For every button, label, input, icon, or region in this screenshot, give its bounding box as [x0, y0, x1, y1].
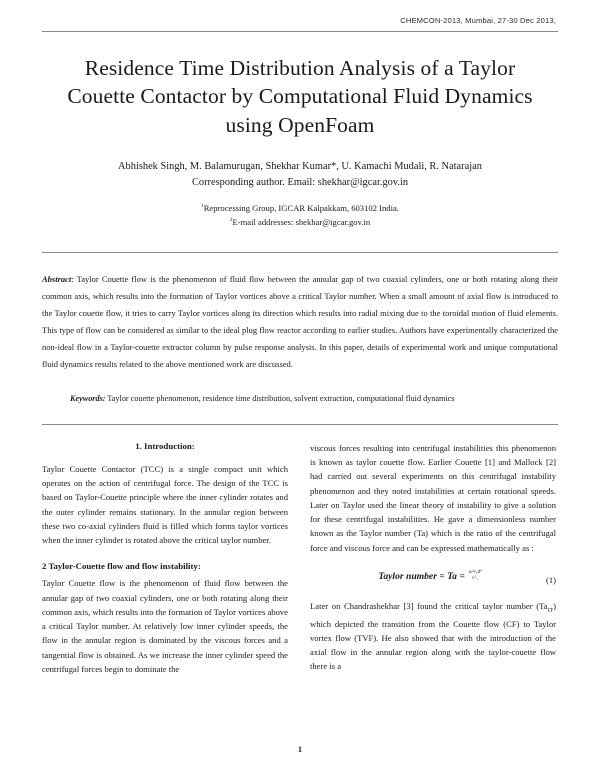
corresponding-author: Corresponding author. Email: shekhar@igcar.gov.in [191, 176, 409, 188]
affiliation-marker-2: 2 [229, 217, 233, 224]
two-column-body [42, 441, 558, 678]
author-block [42, 159, 558, 190]
section-heading-taylor-couette-flow: 2 Taylor-Couette flow and flow instability: [42, 561, 201, 572]
page-number: 1 [297, 745, 303, 754]
abstract-divider [42, 252, 558, 253]
right-column-paragraph-1: viscous forces resulting into centrifugal instabilities this phenomenon is known as taylor couette flow. Earlier Couette [1] and Mallock [2] had carried out several experiments on this centrifugal instability phenomenon and they noted instabilities at certain rotational speeds. Later on Taylor used the linear theory of instability to give a solution for these centrifugal instabilities. He gave a dimensionless number known as the Taylor number (Ta) which is the ratio of the centrifugal force and viscous force and can be expressed mathematically as : [310, 442, 556, 553]
taylor-couette-flow-paragraph: Taylor Couette flow is the phenomenon of fluid flow between the annular gap of two coaxial cylinders, one or both rotating along their common axis, which results into the formation of Taylor vortices above a critical Taylor number. At relatively low inner cylinder speeds, the flow in the annular region is dominated by the viscous forces and a tangential flow is obtained. As we increase the inner cylinder speed the centrifugal forces begin to dominate the [42, 578, 288, 674]
paragraph-2-part-2: ) which depicted the transition from the Couette flow (CF) to Taylor vortex flow (TVF). He also showed that with the introduction of the axial flow in the annular region along with the taylor-couette flow there is a [310, 600, 556, 672]
equation-expression [310, 568, 546, 583]
equation-1 [310, 568, 556, 585]
affiliation-block [42, 202, 558, 230]
keywords-label: Keywords: [70, 394, 106, 404]
section-heading-introduction: 1. Introduction: [135, 440, 195, 451]
author-names: Abhishek Singh, M. Balamurugan, Shekhar Kumar*, U. Kamachi Mudali, R. Natarajan [118, 161, 482, 173]
running-head: CHEMCON-2013, Mumbai, 27-30 Dec 2013, [400, 16, 556, 25]
equation-number: (1) [545, 574, 556, 585]
equation-lhs: Taylor number = Ta = [378, 570, 465, 582]
affiliation-text-1: Reprocessing Group, IGCAR Kalpakkam, 603102 India. [203, 203, 399, 214]
affiliation-line-2 [42, 216, 558, 230]
page-title: Residence Time Distribution Analysis of a Taylor Couette Contactor by Computational Fluid Dynamics using OpenFoam [67, 56, 533, 137]
affiliation-marker-1: 1 [201, 203, 204, 210]
header-divider [42, 31, 558, 32]
equation-numerator: ω²rₑd³ [468, 568, 482, 575]
abstract-section [42, 271, 558, 373]
right-column [310, 441, 556, 678]
equation-fraction [467, 570, 484, 581]
affiliation-text-2: E-mail addresses: shekhar@igcar.gov.in [232, 217, 371, 228]
abstract-label: Abstract [42, 274, 72, 285]
affiliation-line-1 [42, 202, 558, 216]
equation-denominator: ν² , [471, 574, 479, 581]
abstract-text: : Taylor Couette flow is the phenomenon of fluid flow between the annular gap of two coaxial cylinders, one or both rotating along their common axis, which results into the formation of Taylor vortices above a critical Taylor number. When a small amount of axial flow is introduced to the Taylor couette flow, it tries to carry Taylor vortices along its direction which results into radial mixing due to the toroidal motion of fluid elements. This type of flow can be considered as similar to the ideal plug flow reactor according to earlier studies. Authors have experimentally characterized the non-ideal flow in a Taylor-couette extractor column by pulse response analysis. In this paper, details of experimental work and unique computational fluid dynamics results related to the above mentioned work are discussed. [42, 274, 558, 370]
keywords-text: Taylor couette phenomenon, residence time distribution, solvent extraction, computational fluid dynamics [105, 394, 455, 404]
introduction-paragraph: Taylor Couette Contactor (TCC) is a single compact unit which operates on the action of centrifugal force. The design of the TCC is based on Taylor-Couette principle where the inner cylinder rotates and the outer cylinder remains stationary. In the annular region between these two co-axial cylinders fluid is filled which forms taylor vortices when the inner cylinder is rotated above the critical taylor number. [42, 463, 288, 546]
body-divider [42, 424, 558, 425]
paragraph-2-part-1: Later on Chandrashekhar [3] found the critical taylor number (Ta [310, 600, 548, 611]
left-column [42, 441, 288, 678]
paragraph-2-subscript: cr [547, 605, 554, 614]
keywords-section [42, 391, 558, 407]
right-column-paragraph-2 [310, 599, 556, 674]
